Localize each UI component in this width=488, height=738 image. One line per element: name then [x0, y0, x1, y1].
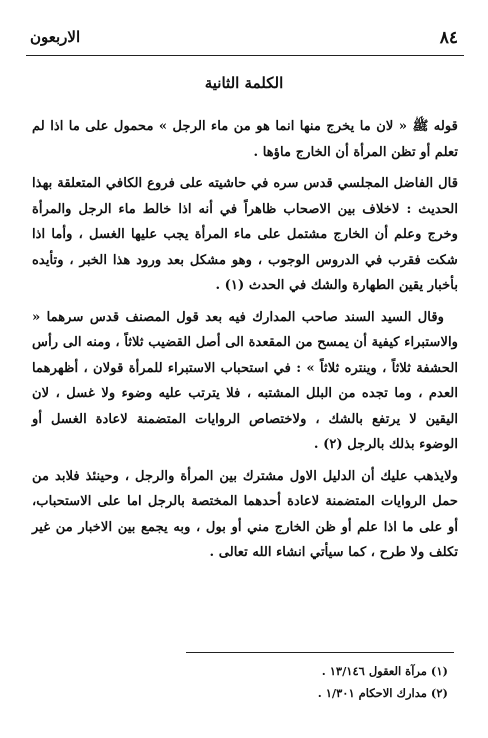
footnote-divider [186, 652, 454, 653]
page-number: ٨٤ [439, 28, 458, 48]
paragraph: قال الفاضل المجلسي قدس سره في حاشيته على فروع الكافي المتعلقة بهذا الحديث : لاخلاف بين الاصحاب ظاهراً في أنه اذا خالط ماء الرجل والمرأة وخرج وعلم أن الخارج مشتمل على ماء المرأة يجب عليها الغسل ، وأما اذا شكت فقرب في الدروس الوجوب ، وهو مشكل بعد ورود هذا الخبر ، وتأيده بأخبار يقين الطهارة والشك في الحدث (١) . [32, 176, 458, 293]
paragraph: قوله ﷺ « لان ما يخرج منها انما هو من ماء الرجل » محمول على ما اذا لم تعلم أو تظن المرأة أن الخارج ماؤها . [32, 119, 458, 160]
section-heading: الكلمة الثانية [204, 74, 284, 92]
body-text [32, 114, 458, 572]
footnote: (١) مرآة العقول ١٣/١٤٦ . [321, 664, 448, 678]
running-title: الاربعون [30, 28, 81, 46]
header-divider [26, 55, 464, 56]
page-header [30, 28, 458, 54]
paragraph: ولايذهب عليك أن الدليل الاول مشترك بين المرأة والرجل ، وحينئذ فلابد من حمل الروايات المتضمنة لاعادة أحدهما المختصة بالرجل اما على الاستحباب، أو على ما اذا علم أو ظن الخارج مني أو بول ، وبه يجمع بين الاخبار من غير تكلف ولا طرح ، كما سيأتي انشاء الله تعالى . [32, 468, 458, 560]
paragraph: وقال السيد السند صاحب المدارك فيه بعد قول المصنف قدس سرهما « والاستبراء كيفية أن يمسح من المقعدة الى أصل القضيب ثلاثاً ، ومنه الى رأس الحشفة ثلاثاً ، وينتره ثلاثاً » : في استحباب الاستبراء للمرأة قولان ، أظهرهما العدم ، وما تجده من البلل المشتبه ، فلا يترتب عليه وضوء ولا غسل ، لان اليقين لا يرتفع بالشك ، ولاختصاص الروايات المتضمنة لاعادة الغسل أو الوضوء بذلك بالرجل (٢) . [32, 309, 458, 452]
footnote: (٢) مدارك الاحكام ١/٣٠١ . [317, 686, 448, 700]
footnotes [30, 660, 448, 704]
